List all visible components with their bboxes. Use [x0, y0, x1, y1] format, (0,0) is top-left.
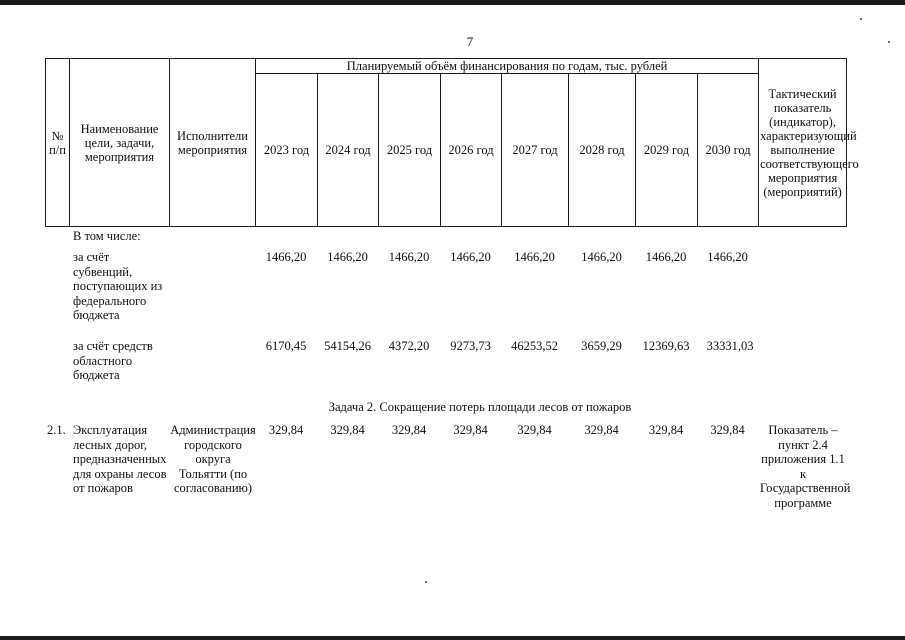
item-2-1-name: Эксплуатация лесных дорог, предназначенных для охраны лесов от пожаров: [73, 423, 167, 495]
row-regional-2026: 9273,73: [450, 339, 491, 353]
header-year-2025: 2025 год: [379, 74, 441, 227]
row-federal-2023: 1466,20: [265, 250, 307, 264]
header-year-2024: 2024 год: [318, 74, 379, 227]
item-2-1-2024: 329,84: [330, 423, 365, 437]
item-2-1-2030: 329,84: [710, 423, 745, 437]
header-year-2023: 2023 год: [256, 74, 318, 227]
task-2-heading: Задача 2. Сокращение потерь площади лесов от пожаров: [328, 400, 632, 414]
row-regional-2030: 33331,03: [706, 339, 754, 353]
item-2-1-2023: 329,84: [268, 423, 304, 437]
item-2-1-2026: 329,84: [453, 423, 488, 437]
scan-speck: [425, 581, 427, 583]
row-regional-2029: 12369,63: [642, 339, 690, 353]
row-regional-name: за счёт средств областного бюджета: [73, 339, 153, 382]
item-2-1-2027: 329,84: [517, 423, 552, 437]
header-col-finance: Планируемый объём финансирования по годам, тыс. рублей: [256, 59, 759, 74]
header-col-executor: Исполнители мероприятия: [170, 59, 256, 227]
scan-speck: [888, 41, 890, 43]
row-regional-2028: 3659,29: [581, 339, 622, 353]
row-federal-name: за счёт субвенций, поступающих из федерального бюджета: [73, 250, 163, 322]
row-federal-2025: 1466,20: [388, 250, 430, 264]
item-2-1-executor: Администрация городского округа Тольятти (по согласованию): [170, 423, 256, 495]
scan-bottom-border: [0, 636, 905, 640]
scan-top-border: [0, 0, 905, 5]
row-federal-2028: 1466,20: [581, 250, 622, 264]
row-federal-2030: 1466,20: [707, 250, 748, 264]
row-federal-2026: 1466,20: [450, 250, 491, 264]
row-federal-2024: 1466,20: [327, 250, 368, 264]
header-year-2030: 2030 год: [698, 74, 759, 227]
header-col-name: Наименование цели, задачи, мероприятия: [70, 59, 170, 227]
header-col-indicator: Тактический показатель (индикатор), характеризующий выполнение соответствующего мероприятия (мероприятий): [759, 59, 847, 227]
row-regional-2025: 4372,20: [388, 339, 430, 353]
header-year-2029: 2029 год: [636, 74, 698, 227]
header-year-2027: 2027 год: [502, 74, 569, 227]
row-regional-2024: 54154,26: [324, 339, 371, 353]
header-year-2026: 2026 год: [441, 74, 502, 227]
header-col-num: № п/п: [46, 59, 70, 227]
page-number: 7: [466, 34, 474, 49]
item-2-1-indicator: Показатель – пункт 2.4 приложения 1.1 к Государственной программе: [760, 423, 851, 510]
scan-speck: [860, 18, 862, 20]
table-header: [45, 58, 859, 227]
row-federal-2027: 1466,20: [514, 250, 555, 264]
row-federal-2029: 1466,20: [645, 250, 687, 264]
row-regional-2023: 6170,45: [265, 339, 307, 353]
item-2-1-2025: 329,84: [391, 423, 427, 437]
item-2-1-2029: 329,84: [648, 423, 684, 437]
item-2-1-num: 2.1.: [47, 423, 66, 437]
row-regional-2027: 46253,52: [511, 339, 558, 353]
header-year-2028: 2028 год: [569, 74, 636, 227]
in-that-label: В том числе:: [73, 229, 141, 243]
item-2-1-2028: 329,84: [584, 423, 619, 437]
